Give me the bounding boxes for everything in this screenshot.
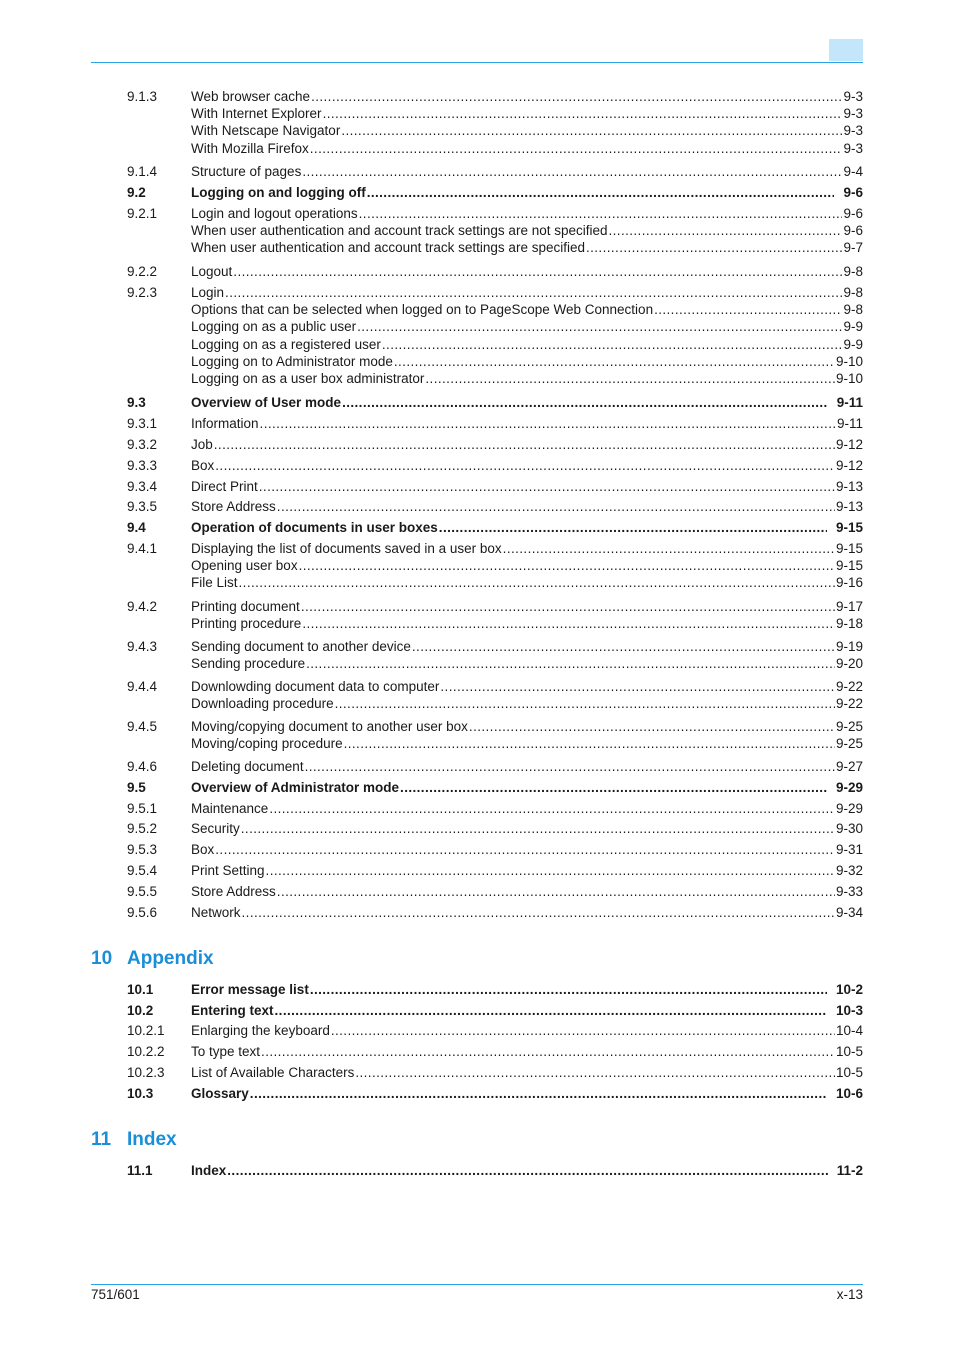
dot-leader bbox=[311, 88, 842, 105]
toc-line[interactable] bbox=[191, 301, 863, 318]
toc-line[interactable] bbox=[191, 122, 863, 139]
dot-leader bbox=[215, 841, 835, 858]
toc-line-page: 9-8 bbox=[843, 264, 863, 279]
toc-line[interactable] bbox=[191, 519, 863, 536]
toc-line-page: 9-22 bbox=[835, 696, 863, 712]
dot-leader bbox=[225, 284, 842, 301]
toc-line-title: Displaying the list of documents saved in a user box bbox=[191, 541, 502, 556]
toc-line[interactable] bbox=[191, 718, 863, 735]
toc-entry-number: 10.2.3 bbox=[127, 1065, 165, 1080]
toc-line-page: 10-4 bbox=[835, 1023, 863, 1038]
toc-line[interactable] bbox=[191, 415, 863, 432]
toc-line-title: Overview of User mode bbox=[191, 395, 342, 410]
toc-line-page: 9-6 bbox=[843, 206, 863, 221]
toc-line-title: Login and logout operations bbox=[191, 206, 358, 221]
toc-line[interactable] bbox=[191, 1085, 863, 1102]
toc-entry-number: 10.2.2 bbox=[127, 1044, 165, 1059]
toc-line-title: Network bbox=[191, 905, 241, 920]
toc-entry-number: 9.5.6 bbox=[127, 905, 158, 920]
toc-line[interactable] bbox=[191, 163, 863, 180]
chapter-number: 10 bbox=[91, 948, 113, 969]
dot-leader bbox=[357, 318, 842, 335]
toc-line-page: 9-9 bbox=[843, 319, 863, 335]
toc-entry-number: 9.5.1 bbox=[127, 801, 158, 816]
dot-leader bbox=[233, 263, 842, 280]
toc-line[interactable] bbox=[191, 318, 863, 335]
toc-line[interactable] bbox=[191, 336, 863, 353]
toc-line[interactable] bbox=[191, 655, 863, 672]
toc-entry-number: 11.1 bbox=[127, 1163, 153, 1178]
toc-entry-number: 9.4.1 bbox=[127, 541, 158, 556]
dot-leader bbox=[609, 222, 843, 239]
toc-line-page: 9-4 bbox=[843, 164, 863, 179]
dot-leader bbox=[239, 574, 835, 591]
toc-line[interactable] bbox=[191, 615, 863, 632]
toc-line-page: 10-6 bbox=[835, 1086, 863, 1101]
toc-line-page: 9-18 bbox=[835, 616, 863, 632]
toc-line[interactable] bbox=[191, 140, 863, 157]
toc-line-page: 9-33 bbox=[835, 884, 863, 899]
toc-line-title: List of Available Characters bbox=[191, 1065, 355, 1080]
toc-line-page: 9-13 bbox=[835, 479, 863, 494]
toc-line-title: Printing document bbox=[191, 599, 300, 614]
toc-line-page: 9-29 bbox=[835, 801, 863, 816]
toc-line-page: 9-8 bbox=[843, 285, 863, 300]
toc-line[interactable] bbox=[191, 678, 863, 695]
toc-entry-number: 9.2.1 bbox=[127, 206, 158, 221]
toc-line-title: Logging on and logging off bbox=[191, 185, 366, 200]
dot-leader bbox=[310, 981, 827, 998]
toc-line-title: File List bbox=[191, 575, 238, 591]
toc-line-page: 10-5 bbox=[835, 1044, 863, 1059]
toc-line-title: To type text bbox=[191, 1044, 261, 1059]
toc-line[interactable] bbox=[191, 239, 863, 256]
toc-entry-number: 9.4.2 bbox=[127, 599, 158, 614]
toc-line-title: Login bbox=[191, 285, 225, 300]
toc-entry-number: 9.1.4 bbox=[127, 164, 158, 179]
toc-line[interactable] bbox=[191, 820, 863, 837]
toc-entry-number: 9.5.5 bbox=[127, 884, 158, 899]
toc-line[interactable] bbox=[191, 353, 863, 370]
dot-leader bbox=[306, 655, 835, 672]
dot-leader bbox=[342, 394, 828, 411]
toc-line-title: Logging on as a public user bbox=[191, 319, 357, 335]
toc-line-page: 9-12 bbox=[835, 437, 863, 452]
toc-line-title: Moving/copying document to another user box bbox=[191, 719, 468, 734]
toc-line-page: 10-2 bbox=[835, 982, 863, 997]
toc-line-title: Logout bbox=[191, 264, 233, 279]
toc-line[interactable] bbox=[191, 498, 863, 515]
toc-line-title: Information bbox=[191, 416, 259, 431]
toc-line-page: 10-5 bbox=[835, 1065, 863, 1080]
toc-line-page: 9-3 bbox=[843, 140, 863, 156]
header-rule bbox=[91, 62, 863, 63]
toc-line[interactable] bbox=[191, 1162, 863, 1179]
toc-line[interactable] bbox=[191, 1043, 863, 1060]
toc-entry-number: 9.4 bbox=[127, 520, 146, 535]
toc-line[interactable] bbox=[191, 557, 863, 574]
dot-leader bbox=[277, 498, 835, 515]
toc-line-title: Downlowding document data to computer bbox=[191, 679, 440, 694]
toc-line-page: 9-15 bbox=[835, 558, 863, 574]
toc-line-title: Web browser cache bbox=[191, 89, 311, 104]
toc-entry-number: 10.2.1 bbox=[127, 1023, 165, 1038]
toc-line-title: Glossary bbox=[191, 1086, 249, 1101]
toc-line-page: 9-3 bbox=[843, 89, 863, 104]
toc-entry-number: 10.3 bbox=[127, 1086, 154, 1101]
toc-entry-number: 9.3.1 bbox=[127, 416, 158, 431]
toc-line[interactable] bbox=[191, 638, 863, 655]
footer-page-number: x-13 bbox=[836, 1287, 863, 1302]
toc-line-page: 9-11 bbox=[836, 395, 863, 410]
toc-line-title: Direct Print bbox=[191, 479, 258, 494]
toc-line-page: 9-6 bbox=[843, 185, 863, 200]
toc-line[interactable] bbox=[191, 478, 863, 495]
toc-line-title: Moving/coping procedure bbox=[191, 736, 343, 752]
dot-leader bbox=[215, 457, 835, 474]
toc-line-page: 9-20 bbox=[835, 656, 863, 672]
toc-line-page: 9-3 bbox=[843, 123, 863, 139]
toc-line-page: 9-32 bbox=[835, 863, 863, 878]
toc-line-page: 9-9 bbox=[843, 336, 863, 352]
toc-line-page: 10-3 bbox=[835, 1003, 863, 1018]
toc-line[interactable] bbox=[191, 105, 863, 122]
toc-line[interactable] bbox=[191, 904, 863, 921]
dot-leader bbox=[331, 1022, 835, 1039]
toc-line-title: Print Setting bbox=[191, 863, 265, 878]
toc-line-title: Operation of documents in user boxes bbox=[191, 520, 438, 535]
toc-entry-number: 9.3.5 bbox=[127, 499, 158, 514]
footer-rule bbox=[91, 1284, 863, 1285]
toc-line-title: Store Address bbox=[191, 884, 276, 899]
toc-entry-number: 9.5.2 bbox=[127, 821, 158, 836]
dot-leader bbox=[425, 370, 835, 387]
toc-line[interactable] bbox=[191, 370, 863, 387]
dot-leader bbox=[305, 758, 835, 775]
toc-line[interactable] bbox=[191, 1002, 863, 1019]
toc-line-page: 9-6 bbox=[843, 223, 863, 239]
toc-line[interactable] bbox=[191, 758, 863, 775]
toc-line-title: Enlarging the keyboard bbox=[191, 1023, 330, 1038]
toc-entry-number: 9.3.2 bbox=[127, 437, 158, 452]
dot-leader bbox=[301, 598, 835, 615]
toc-line-title: Maintenance bbox=[191, 801, 269, 816]
toc-line-title: Index bbox=[191, 1163, 227, 1178]
toc-entry-number: 9.3 bbox=[127, 395, 146, 410]
dot-leader bbox=[344, 735, 835, 752]
dot-leader bbox=[382, 336, 843, 353]
chapter-heading-index bbox=[91, 1129, 177, 1151]
dot-leader bbox=[323, 105, 843, 122]
toc-line-page: 9-12 bbox=[835, 458, 863, 473]
dot-leader bbox=[400, 779, 827, 796]
dot-leader bbox=[302, 615, 835, 632]
toc-entry-number: 9.4.3 bbox=[127, 639, 158, 654]
dot-leader bbox=[269, 800, 835, 817]
toc-line-title: When user authentication and account track settings are specified bbox=[191, 240, 585, 256]
toc-line-page: 9-10 bbox=[835, 353, 863, 369]
toc-line[interactable] bbox=[191, 598, 863, 615]
toc-line-title: Sending procedure bbox=[191, 656, 306, 672]
dot-leader bbox=[275, 1002, 827, 1019]
toc-line-page: 9-13 bbox=[835, 499, 863, 514]
toc-entry-number: 9.2 bbox=[127, 185, 146, 200]
dot-leader bbox=[440, 678, 835, 695]
toc-entry-number: 9.4.4 bbox=[127, 679, 158, 694]
dot-leader bbox=[469, 718, 835, 735]
header-tab-marker bbox=[829, 39, 863, 61]
toc-entry-number: 9.4.6 bbox=[127, 759, 158, 774]
dot-leader bbox=[586, 239, 843, 256]
dot-leader bbox=[367, 184, 835, 201]
footer-model-number: 751/601 bbox=[91, 1287, 140, 1302]
toc-line-title: Structure of pages bbox=[191, 164, 302, 179]
toc-line-title: Opening user box bbox=[191, 558, 298, 574]
dot-leader bbox=[302, 163, 842, 180]
toc-line-page: 9-31 bbox=[835, 842, 863, 857]
chapter-heading-appendix bbox=[91, 948, 214, 970]
toc-line[interactable] bbox=[191, 394, 863, 411]
toc-line-page: 9-25 bbox=[835, 736, 863, 752]
toc-line-page: 9-17 bbox=[835, 599, 863, 614]
toc-line-title: Deleting document bbox=[191, 759, 304, 774]
toc-line-title: Job bbox=[191, 437, 213, 452]
toc-line[interactable] bbox=[191, 883, 863, 900]
toc-line-title: Downloading procedure bbox=[191, 696, 334, 712]
toc-line-title: Box bbox=[191, 842, 215, 857]
toc-line-page: 9-30 bbox=[835, 821, 863, 836]
dot-leader bbox=[261, 1043, 835, 1060]
toc-line-page: 9-15 bbox=[835, 520, 863, 535]
chapter-number: 11 bbox=[91, 1129, 112, 1150]
dot-leader bbox=[439, 519, 827, 536]
toc-line[interactable] bbox=[191, 222, 863, 239]
dot-leader bbox=[242, 904, 835, 921]
dot-leader bbox=[227, 1162, 827, 1179]
toc-entry-number: 9.2.3 bbox=[127, 285, 158, 300]
toc-line-title: When user authentication and account track settings are not specified bbox=[191, 223, 608, 239]
toc-line[interactable] bbox=[191, 841, 863, 858]
toc-line-page: 9-11 bbox=[836, 416, 863, 431]
dot-leader bbox=[260, 415, 836, 432]
dot-leader bbox=[214, 436, 835, 453]
dot-leader bbox=[250, 1085, 827, 1102]
toc-line[interactable] bbox=[191, 540, 863, 557]
toc-line[interactable] bbox=[191, 436, 863, 453]
dot-leader bbox=[394, 353, 835, 370]
toc-line-page: 9-19 bbox=[835, 639, 863, 654]
toc-entry-number: 9.5.4 bbox=[127, 863, 158, 878]
dot-leader bbox=[335, 695, 835, 712]
toc-line[interactable] bbox=[191, 1064, 863, 1081]
toc-line-title: With Netscape Navigator bbox=[191, 123, 341, 139]
toc-entry-number: 10.2 bbox=[127, 1003, 154, 1018]
toc-line[interactable] bbox=[191, 88, 863, 105]
toc-line-title: Options that can be selected when logged on to PageScope Web Connection bbox=[191, 302, 654, 318]
toc-line-title: Logging on as a user box administrator bbox=[191, 371, 425, 386]
toc-line[interactable] bbox=[191, 184, 863, 201]
dot-leader bbox=[277, 883, 835, 900]
toc-line[interactable] bbox=[191, 779, 863, 796]
toc-line[interactable] bbox=[191, 800, 863, 817]
dot-leader bbox=[241, 820, 835, 837]
toc-line-title: Box bbox=[191, 458, 215, 473]
toc-line[interactable] bbox=[191, 695, 863, 712]
toc-line-page: 9-16 bbox=[835, 575, 863, 591]
toc-line-title: With Internet Explorer bbox=[191, 106, 322, 122]
toc-line-page: 9-34 bbox=[835, 905, 863, 920]
toc-line-title: Overview of Administrator mode bbox=[191, 780, 400, 795]
dot-leader bbox=[266, 862, 835, 879]
toc-line[interactable] bbox=[191, 735, 863, 752]
toc-entry-number: 9.4.5 bbox=[127, 719, 158, 734]
toc-line-page: 9-7 bbox=[843, 240, 863, 256]
toc-line-title: Printing procedure bbox=[191, 616, 302, 632]
dot-leader bbox=[259, 478, 835, 495]
toc-entry-number: 9.1.3 bbox=[127, 89, 158, 104]
toc-line-page: 9-29 bbox=[835, 780, 863, 795]
toc-line-title: Entering text bbox=[191, 1003, 274, 1018]
toc-line[interactable] bbox=[191, 457, 863, 474]
toc-line[interactable] bbox=[191, 862, 863, 879]
dot-leader bbox=[412, 638, 835, 655]
dot-leader bbox=[341, 122, 842, 139]
toc-entry-number: 9.3.3 bbox=[127, 458, 158, 473]
toc-entry-number: 9.5.3 bbox=[127, 842, 158, 857]
chapter-title: Appendix bbox=[127, 948, 214, 969]
toc-line[interactable] bbox=[191, 284, 863, 301]
dot-leader bbox=[355, 1064, 835, 1081]
toc-entry-number: 9.3.4 bbox=[127, 479, 158, 494]
toc-line-title: Logging on to Administrator mode bbox=[191, 353, 393, 369]
dot-leader bbox=[503, 540, 835, 557]
toc-line[interactable] bbox=[191, 263, 863, 280]
toc-line-page: 9-8 bbox=[843, 302, 863, 318]
toc-entry-number: 10.1 bbox=[127, 982, 154, 997]
toc-line-page: 9-25 bbox=[835, 719, 863, 734]
toc-line[interactable] bbox=[191, 574, 863, 591]
toc-entry-number: 9.2.2 bbox=[127, 264, 158, 279]
dot-leader bbox=[359, 205, 843, 222]
toc-entry-number: 9.5 bbox=[127, 780, 146, 795]
chapter-title: Index bbox=[127, 1129, 177, 1150]
toc-line-title: Store Address bbox=[191, 499, 276, 514]
dot-leader bbox=[654, 301, 842, 318]
toc-line[interactable] bbox=[191, 981, 863, 998]
toc-line-page: 11-2 bbox=[836, 1163, 863, 1178]
toc-line[interactable] bbox=[191, 1022, 863, 1039]
toc-line[interactable] bbox=[191, 205, 863, 222]
dot-leader bbox=[299, 557, 835, 574]
toc-line-title: Security bbox=[191, 821, 240, 836]
toc-line-page: 9-22 bbox=[835, 679, 863, 694]
toc-line-page: 9-10 bbox=[835, 371, 863, 386]
toc-line-title: Logging on as a registered user bbox=[191, 336, 381, 352]
toc-line-page: 9-15 bbox=[835, 541, 863, 556]
toc-line-title: With Mozilla Firefox bbox=[191, 140, 309, 156]
toc-line-page: 9-3 bbox=[843, 106, 863, 122]
dot-leader bbox=[310, 140, 843, 157]
toc-line-title: Sending document to another device bbox=[191, 639, 411, 654]
toc-line-page: 9-27 bbox=[835, 759, 863, 774]
toc-line-title: Error message list bbox=[191, 982, 309, 997]
